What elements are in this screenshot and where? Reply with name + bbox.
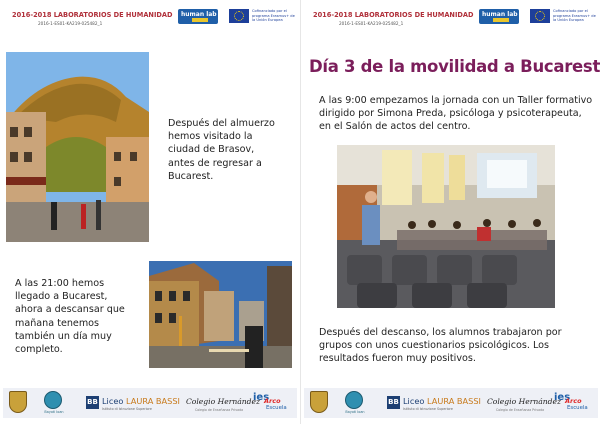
liceo-lb-icon: BB bbox=[86, 396, 99, 409]
header-title: 2016-2018 LABORATORIOS DE HUMANIDAD bbox=[12, 11, 173, 19]
liceo-subtitle: Istituto di Istruzione Superiore bbox=[102, 407, 152, 411]
right-text-bottom: Después del descanso, los alumnos trabajaron por grupos con unos cuestionarios psicológicos. Los resultados fueron muy positivos. bbox=[319, 327, 562, 365]
globe-caption: Bayoti Ioan bbox=[44, 410, 64, 414]
liceo-lb-icon: BB bbox=[387, 396, 400, 409]
day-title: Día 3 de la movilidad a Bucarest bbox=[309, 57, 600, 76]
globe-logo-icon bbox=[345, 391, 363, 409]
colegio-hernandez-logo: Colegio Hernández bbox=[487, 397, 561, 406]
right-footer-logos bbox=[304, 388, 598, 418]
photo-evening-street bbox=[149, 261, 292, 368]
humanlab-logo: human lab bbox=[178, 9, 218, 24]
header-subtitle: 2016-1-ES01-KA219-025482_1 bbox=[339, 21, 404, 26]
school-shield-icon bbox=[9, 391, 27, 413]
humanlab-logo: human lab bbox=[479, 9, 519, 24]
globe-logo-icon bbox=[44, 391, 62, 409]
eu-flag-icon bbox=[229, 9, 249, 23]
school-shield-icon bbox=[310, 391, 328, 413]
globe-caption: Bayoti Ioan bbox=[345, 410, 365, 414]
header-title: 2016-2018 LABORATORIOS DE HUMANIDAD bbox=[313, 11, 474, 19]
left-footer-logos bbox=[3, 388, 297, 418]
header-subtitle: 2016-1-ES01-KA219-025482_1 bbox=[38, 21, 103, 26]
liceo-laura-bassi-logo: Liceo LAURA BASSI bbox=[102, 396, 180, 406]
right-text-top: A las 9:00 empezamos la jornada con un Taller formativo dirigido por Simona Preda, psicóloga y psicoterapeuta, en el Salón de actos del centro. bbox=[319, 95, 593, 133]
eu-flag-icon bbox=[530, 9, 550, 23]
eu-cofinance-text: Cofinanciado por el programa Erasmus+ de la Unión Europea bbox=[553, 9, 596, 23]
photo-workshop-hall bbox=[337, 145, 555, 308]
colegio-subtitle: Colegio de Enseñanza Privada bbox=[195, 408, 244, 412]
ies-logo: ies Arco Escuela bbox=[554, 392, 588, 411]
left-text-top: Después del almuerzo hemos visitado la ciudad de Brasov, antes de regresar a Bucarest. bbox=[168, 118, 275, 182]
ies-logo: ies Arco Escuela bbox=[253, 392, 287, 411]
photo-brasov-street bbox=[6, 52, 149, 242]
colegio-subtitle: Colegio de Enseñanza Privada bbox=[496, 408, 545, 412]
right-page bbox=[300, 0, 600, 424]
colegio-hernandez-logo: Colegio Hernández bbox=[186, 397, 260, 406]
left-text-bottom: A las 21:00 hemos llegado a Bucarest, ahora a descansar que mañana tenemos también un día muy completo. bbox=[15, 278, 125, 356]
eu-cofinance-text: Cofinanciado por el programa Erasmus+ de la Unión Europea bbox=[252, 9, 295, 23]
liceo-subtitle: Istituto di Istruzione Superiore bbox=[403, 407, 453, 411]
liceo-laura-bassi-logo: Liceo LAURA BASSI bbox=[403, 396, 481, 406]
